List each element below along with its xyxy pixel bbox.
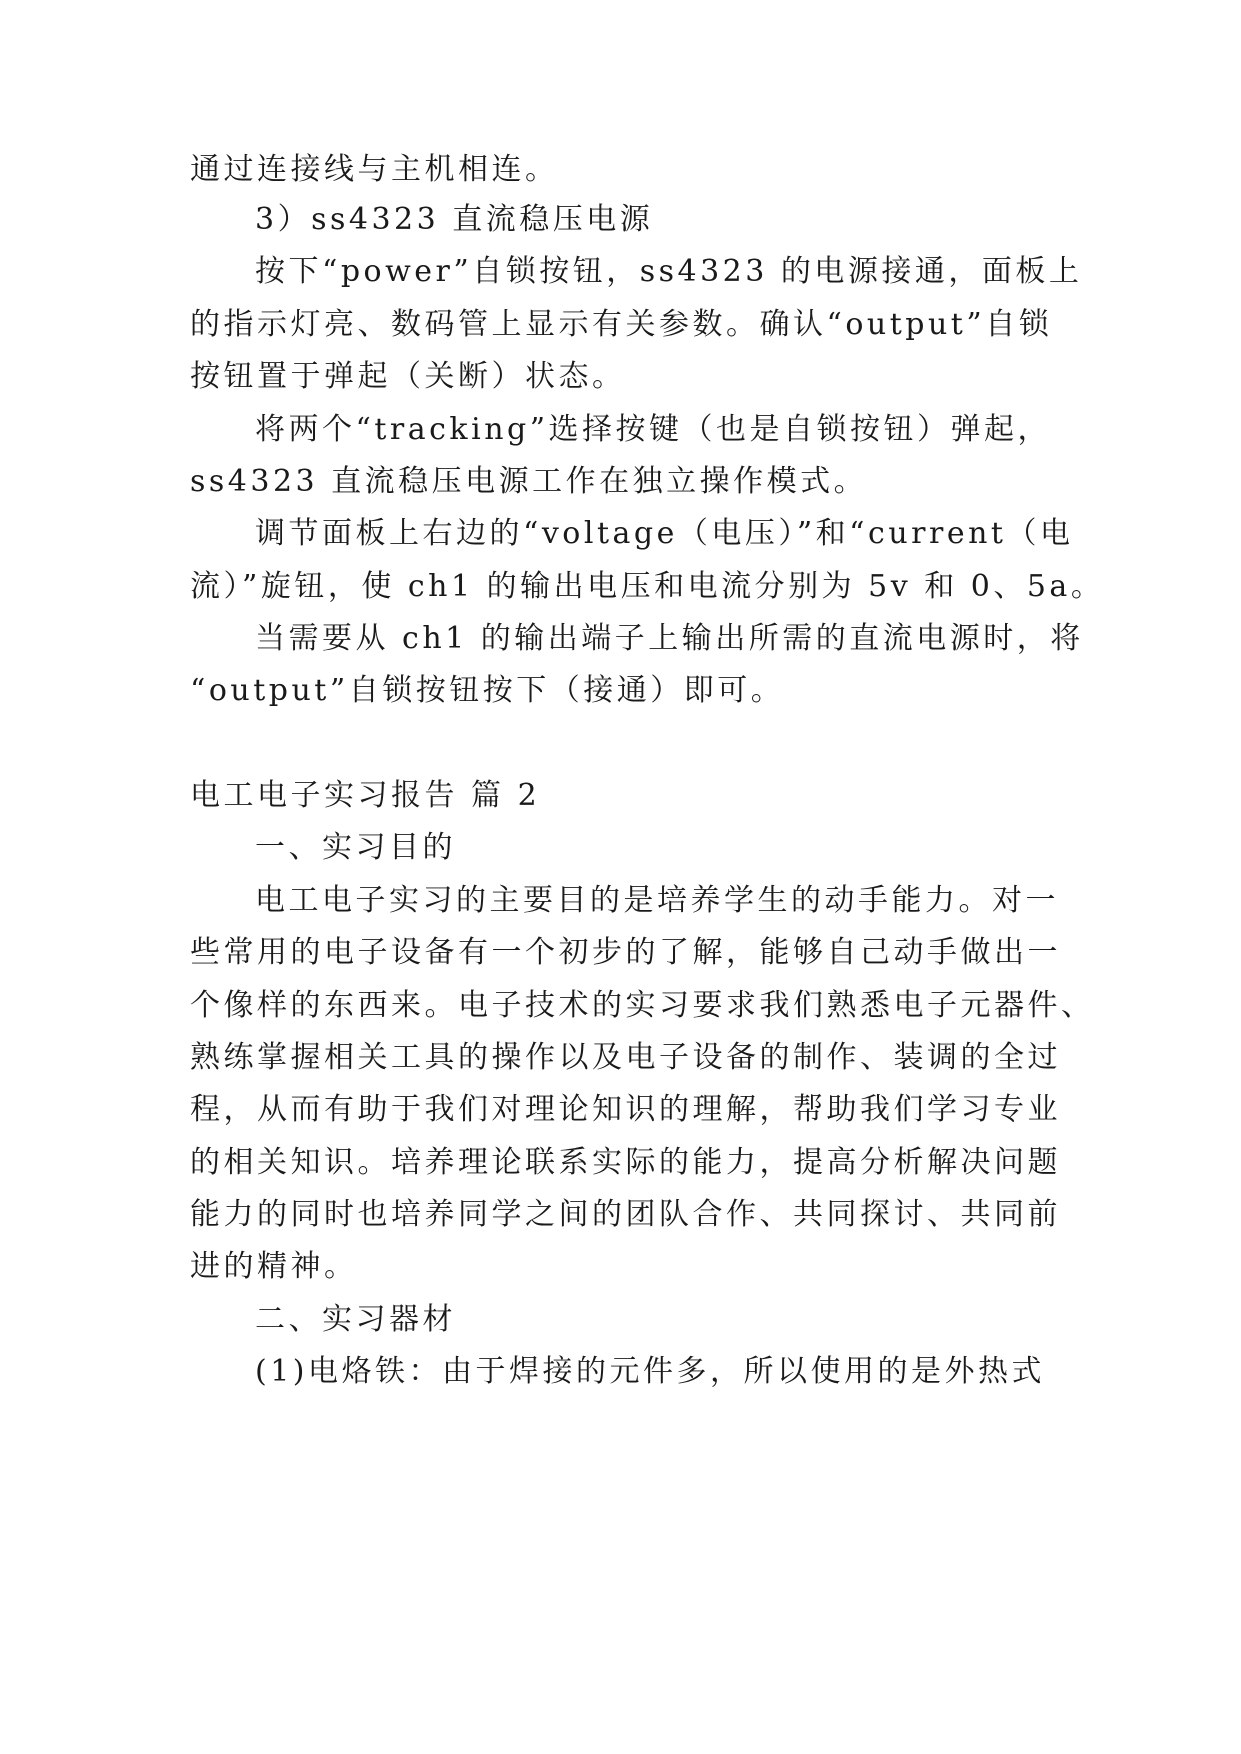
text-line: 将两个“tracking”选择按键（也是自锁按钮）弹起， xyxy=(255,412,1052,447)
text-line: 通过连接线与主机相连。 xyxy=(190,152,559,187)
text-line: 熟练掌握相关工具的操作以及电子设备的制作、装调的全过 xyxy=(190,1040,1061,1075)
text-line: 进的精神。 xyxy=(190,1249,358,1284)
text-line: “output”自锁按钮按下（接通）即可。 xyxy=(190,673,785,708)
text-line: 的指示灯亮、数码管上显示有关参数。确认“output”自锁 xyxy=(190,307,1053,342)
text-line: 个像样的东西来。电子技术的实习要求我们熟悉电子元器件、 xyxy=(190,988,1095,1023)
section-heading: 二、实习器材 xyxy=(255,1302,456,1337)
text-line: 调节面板上右边的“voltage（电压）”和“current（电 xyxy=(255,516,1074,551)
text-line: 的相关知识。培养理论联系实际的能力，提高分析解决问题 xyxy=(190,1145,1061,1180)
text-line: ss4323 直流稳压电源工作在独立操作模式。 xyxy=(190,464,868,499)
text-line: 按钮置于弹起（关断）状态。 xyxy=(190,359,626,394)
subheading-line: 3）ss4323 直流稳压电源 xyxy=(255,202,654,237)
text-line: 按下“power”自锁按钮，ss4323 的电源接通，面板上 xyxy=(255,254,1083,289)
section-title: 电工电子实习报告 篇 2 xyxy=(190,778,541,813)
text-line: 些常用的电子设备有一个初步的了解，能够自己动手做出一 xyxy=(190,935,1061,970)
text-line: 能力的同时也培养同学之间的团队合作、共同探讨、共同前 xyxy=(190,1197,1061,1232)
text-line: 流）”旋钮，使 ch1 的输出电压和电流分别为 5v 和 0、5a。 xyxy=(190,569,1105,604)
text-line: 程，从而有助于我们对理论知识的理解，帮助我们学习专业 xyxy=(190,1092,1061,1127)
text-line: (1)电烙铁：由于焊接的元件多，所以使用的是外热式 xyxy=(255,1354,1045,1389)
text-line: 当需要从 ch1 的输出端子上输出所需的直流电源时，将 xyxy=(255,621,1084,656)
text-line: 电工电子实习的主要目的是培养学生的动手能力。对一 xyxy=(255,883,1059,918)
section-heading: 一、实习目的 xyxy=(255,830,456,865)
